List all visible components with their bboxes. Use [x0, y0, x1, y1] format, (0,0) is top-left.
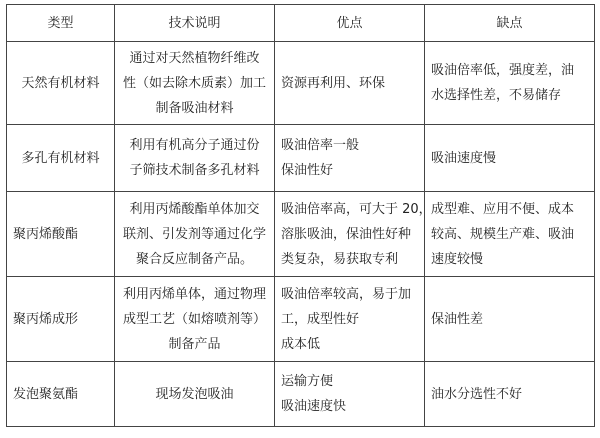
pros-cell [275, 192, 432, 277]
table-row [7, 192, 595, 277]
table-row [7, 277, 595, 362]
tech-line: 利用丙烯单体，通过物理 [122, 286, 266, 302]
header-type: 类型 [7, 5, 115, 42]
tech-cell [115, 277, 275, 362]
pros-line: 资源再利用、环保 [281, 75, 386, 91]
tech-cell [115, 125, 275, 192]
header-cons: 缺点 [425, 5, 595, 42]
tech-line: 子筛技术制备多孔材料 [129, 163, 260, 178]
tech-line: 联剂、引发剂等通过化学 [122, 226, 266, 242]
tech-cell [115, 362, 275, 427]
pros-line: 保油性好 [281, 163, 334, 178]
absorbent-comparison-table [6, 4, 595, 427]
tech-line: 聚合反应制备产品。 [135, 251, 253, 267]
header-pros: 优点 [275, 5, 425, 42]
cons-cell [425, 42, 595, 125]
cons-line: 速度较慢 [431, 251, 484, 267]
type-cell: 多孔有机材料 [7, 125, 115, 192]
type-cell: 聚丙烯酸酯 [7, 192, 115, 277]
cons-line: 油水分选性不好 [431, 386, 523, 402]
table-row [7, 42, 595, 125]
pros-line: 吸油倍率高，可大于 20， [281, 201, 432, 217]
table-header-row [7, 5, 595, 42]
table-row [7, 362, 595, 427]
pros-line: 吸油倍率一般 [281, 138, 360, 153]
type-cell: 天然有机材料 [7, 42, 115, 125]
cons-cell [425, 192, 595, 277]
tech-line: 通过对天然植物纤维改 [129, 50, 260, 66]
pros-line: 运输方便 [281, 374, 334, 389]
tech-line: 成型工艺（如熔喷剂等） [122, 311, 266, 327]
pros-cell [275, 125, 425, 192]
type-cell: 发泡聚氨酯 [7, 362, 115, 427]
cons-line: 成型难、应用不便、成本 [431, 201, 575, 217]
pros-cell [275, 362, 425, 427]
tech-line: 制备产品 [168, 336, 221, 352]
cons-line: 吸油速度慢 [431, 150, 497, 166]
tech-cell [115, 192, 275, 277]
tech-line: 利用丙烯酸酯单体加交 [129, 201, 260, 217]
cons-cell [425, 362, 595, 427]
pros-line: 溶胀吸油，保油性好种 [281, 226, 412, 242]
pros-line: 吸油倍率较高，易于加 [281, 286, 412, 302]
tech-line: 性（如去除木质素）加工 [122, 75, 266, 91]
type-cell: 聚丙烯成形 [7, 277, 115, 362]
pros-line: 类复杂，易获取专利 [281, 251, 399, 267]
pros-cell [275, 277, 425, 362]
table-row [7, 125, 595, 192]
tech-line: 现场发泡吸油 [155, 386, 234, 402]
header-tech: 技术说明 [115, 5, 275, 42]
pros-line: 成本低 [281, 336, 321, 352]
cons-cell [425, 125, 595, 192]
tech-cell [115, 42, 275, 125]
pros-cell [275, 42, 425, 125]
tech-line: 利用有机高分子通过份 [129, 138, 260, 153]
cons-line: 保油性差 [431, 311, 484, 327]
cons-line: 吸油倍率低，强度差，油 [431, 63, 575, 78]
cons-line: 水选择性差，不易储存 [431, 88, 562, 103]
cons-cell [425, 277, 595, 362]
cons-line: 较高、规模生产难、吸油 [431, 226, 575, 242]
tech-line: 制备吸油材料 [155, 100, 234, 116]
pros-line: 工，成型性好 [281, 311, 360, 327]
pros-line: 吸油速度快 [281, 399, 347, 414]
